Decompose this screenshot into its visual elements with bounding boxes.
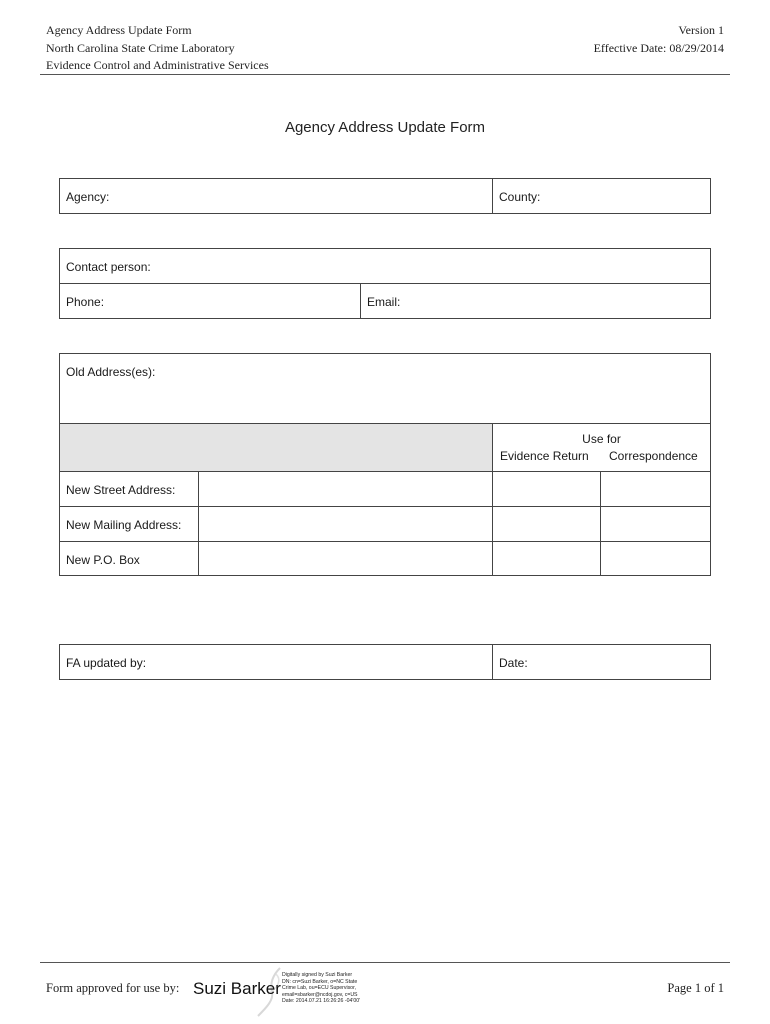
contact-row-divider [60,283,710,284]
signature-note-line: Date: 2014.07.21 16:26:26 -04'00' [282,998,361,1005]
row-divider-1 [60,506,710,507]
signature-note-line: Digitally signed by Suzi Barker [282,972,353,978]
contact-person-label: Contact person: [66,260,151,274]
fa-updated-box [59,644,711,680]
signature-name: Suzi Barker [193,979,281,998]
footer-rule [40,962,730,963]
row-divider-2 [60,541,710,542]
correspondence-label: Correspondence [609,449,698,463]
email-label: Email: [367,295,401,309]
agency-label: Agency: [66,190,110,204]
evidence-correspondence-divider [600,471,601,575]
county-label: County: [499,190,541,204]
signature-note-line: DN: cn=Suzi Barker, o=NC State [282,978,358,985]
approved-label: Form approved for use by: [46,981,180,995]
document-header-right [594,22,724,57]
address-box [59,353,711,576]
header-effective-date: Effective Date: 08/29/2014 [593,40,724,55]
table-header-divider [60,471,710,472]
use-for-label: Use for [582,432,621,446]
phone-label: Phone: [66,295,105,309]
shaded-header-cell [60,424,492,471]
new-po-box-label: New P.O. Box [66,553,140,567]
date-label: Date: [499,656,528,670]
page-number: Page 1 of 1 [667,981,724,995]
phone-email-divider [360,283,361,318]
contact-box [59,248,711,319]
agency-county-box [59,178,711,214]
header-lab-name: North Carolina State Crime Laboratory [46,40,235,55]
header-rule [40,74,730,75]
signature-note-line: email=sbarker@ncdoj.gov, c=US [282,991,358,998]
fa-date-divider [492,645,493,679]
signature-note-line: Crime Lab, ou=ECU Supervisor, [282,985,356,992]
row-label-column-divider [198,471,199,575]
document-header-left [46,22,269,75]
old-address-label: Old Address(es): [66,365,156,379]
header-version: Version 1 [678,23,724,37]
new-mailing-address-label: New Mailing Address: [66,518,182,532]
digital-signature-details [282,972,360,1005]
new-street-address-label: New Street Address: [66,483,176,497]
fa-updated-by-label: FA updated by: [66,656,147,670]
header-form-name: Agency Address Update Form [46,23,192,37]
evidence-return-label: Evidence Return [500,449,589,463]
header-department: Evidence Control and Administrative Services [46,58,269,72]
page-title: Agency Address Update Form [284,119,486,136]
agency-county-divider [492,179,493,213]
